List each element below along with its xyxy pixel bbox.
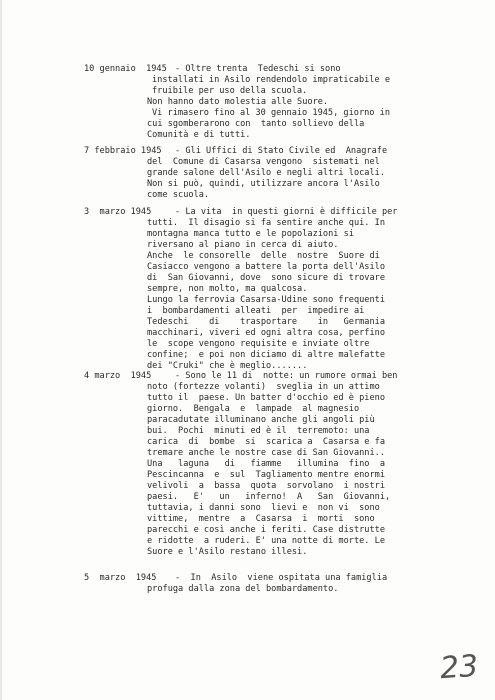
page-number: 23 [438, 648, 480, 687]
entry-line: tremare anche le nostre case di San Giovanni.. [147, 448, 385, 458]
entry-line: macchinari, viveri ed ogni altra cosa, perfino [147, 328, 385, 338]
entry-line: dei "Cruki" che è meglio....... [147, 361, 308, 371]
entry-line: - In Asilo viene ospitata una famiglia [175, 573, 388, 583]
entry-line: sempre, non molto, ma qualcosa. [147, 284, 308, 294]
entry-line: tuttavia, i danni sono lievi e non vi sono [147, 503, 380, 513]
entry-line: paesi. E' un inferno! A San Giovanni, [147, 492, 391, 502]
entry-line: profuga dalla zona del bombardamento. [147, 584, 339, 594]
entry-line: e ridotte a ruderi. E' una notte di morte. Le [147, 536, 385, 546]
entry-line: parecchi e così anche i feriti. Case distrutte [147, 525, 385, 535]
entry-line: fruibile per uso della scuola. [152, 86, 308, 96]
entry-line: grande salone dell'Asilo e negli altri locali. [147, 168, 385, 178]
entry-line: installati in Asilo rendendolo impraticabile e [152, 75, 390, 85]
entry-line: come scuola. [147, 190, 210, 200]
page-edge [0, 0, 2, 700]
entry-line: montagna manca tutto e le popolazioni si [147, 229, 354, 239]
entry-line: Tedeschi di trasportare in Germania [147, 317, 385, 327]
entry-line: riversano al piano in cerca di aiuto. [147, 240, 339, 250]
entry-line: Non si può, quindi, utilizzare ancora l'Asilo [147, 179, 380, 189]
entry-line: Suore e l'Asilo restano illesi. [147, 547, 308, 557]
entry-line: di San Giovanni, dove sono sicure di trovare [147, 273, 385, 283]
entry-date: 3 marzo 1945 [84, 207, 152, 217]
entry-line: Non hanno dato molestia alle Suore. [147, 97, 329, 107]
entry-line: bui. Pochi minuti ed è il terremoto: una [147, 426, 370, 436]
entry-date: 5 marzo 1945 [84, 573, 157, 583]
entry-line: i bombardamenti alleati per impedire ai [147, 306, 365, 316]
entry-date: 10 gennaio 1945 [84, 64, 167, 74]
entry-line: Anche le consorelle delle nostre Suore di [147, 251, 380, 261]
entry-line: Pescincanna e sul Tagliamento mentre enormi [147, 470, 385, 480]
entry-line: confine; e poi non diciamo di altre malefatte [147, 350, 385, 360]
entry-line: - La vita in questi giorni è difficile per [175, 207, 398, 217]
entry-line: - Oltre trenta Tedeschi si sono [175, 64, 341, 74]
entry-line: Una laguna di fiamme illumina fino a [147, 459, 385, 469]
entry-line: del Comune di Casarsa vengono sistemati nel [147, 157, 380, 167]
entry-line: tutti. Il disagio si fa sentire anche qui. In [147, 218, 385, 228]
entry-line: - Sono le 11 di notte: un rumore ormai ben [175, 371, 398, 381]
entry-line: tutto il paese. Un batter d'occhio ed è pieno [147, 393, 385, 403]
entry-line: Vi rimasero fino al 30 gennaio 1945, giorno in [152, 108, 390, 118]
entry-line: cui sgomberarono con tanto sollievo della [147, 119, 365, 129]
entry-line: velivoli a bassa quota sorvolano i nostri [147, 481, 385, 491]
entry-line: Casiacco vengono a battere la porta dell'Asilo [147, 262, 385, 272]
entry-line: paracadutate illuminano anche gli angoli più [147, 415, 375, 425]
entry-line: vittime, mentre a Casarsa i morti sono [147, 514, 375, 524]
entry-line: carica di bombe si scarica a Casarsa e fa [147, 437, 385, 447]
entry-date: 7 febbraio 1945 [84, 146, 162, 156]
entry-date: 4 marzo 1945 [84, 371, 152, 381]
entry-line: noto (fortezze volanti) sveglia in un attimo [147, 382, 380, 392]
entry-line: - Gli Uffici di Stato Civile ed Anagrafe [175, 146, 388, 156]
entry-line: giorno. Bengala e lampade al magnesio [147, 404, 360, 414]
entry-line: le scope vengono requisite e inviate oltre [147, 339, 370, 349]
entry-line: Lungo la ferrovia Casarsa-Udine sono frequenti [147, 295, 385, 305]
entry-line: Comunità e di tutti. [147, 130, 251, 140]
